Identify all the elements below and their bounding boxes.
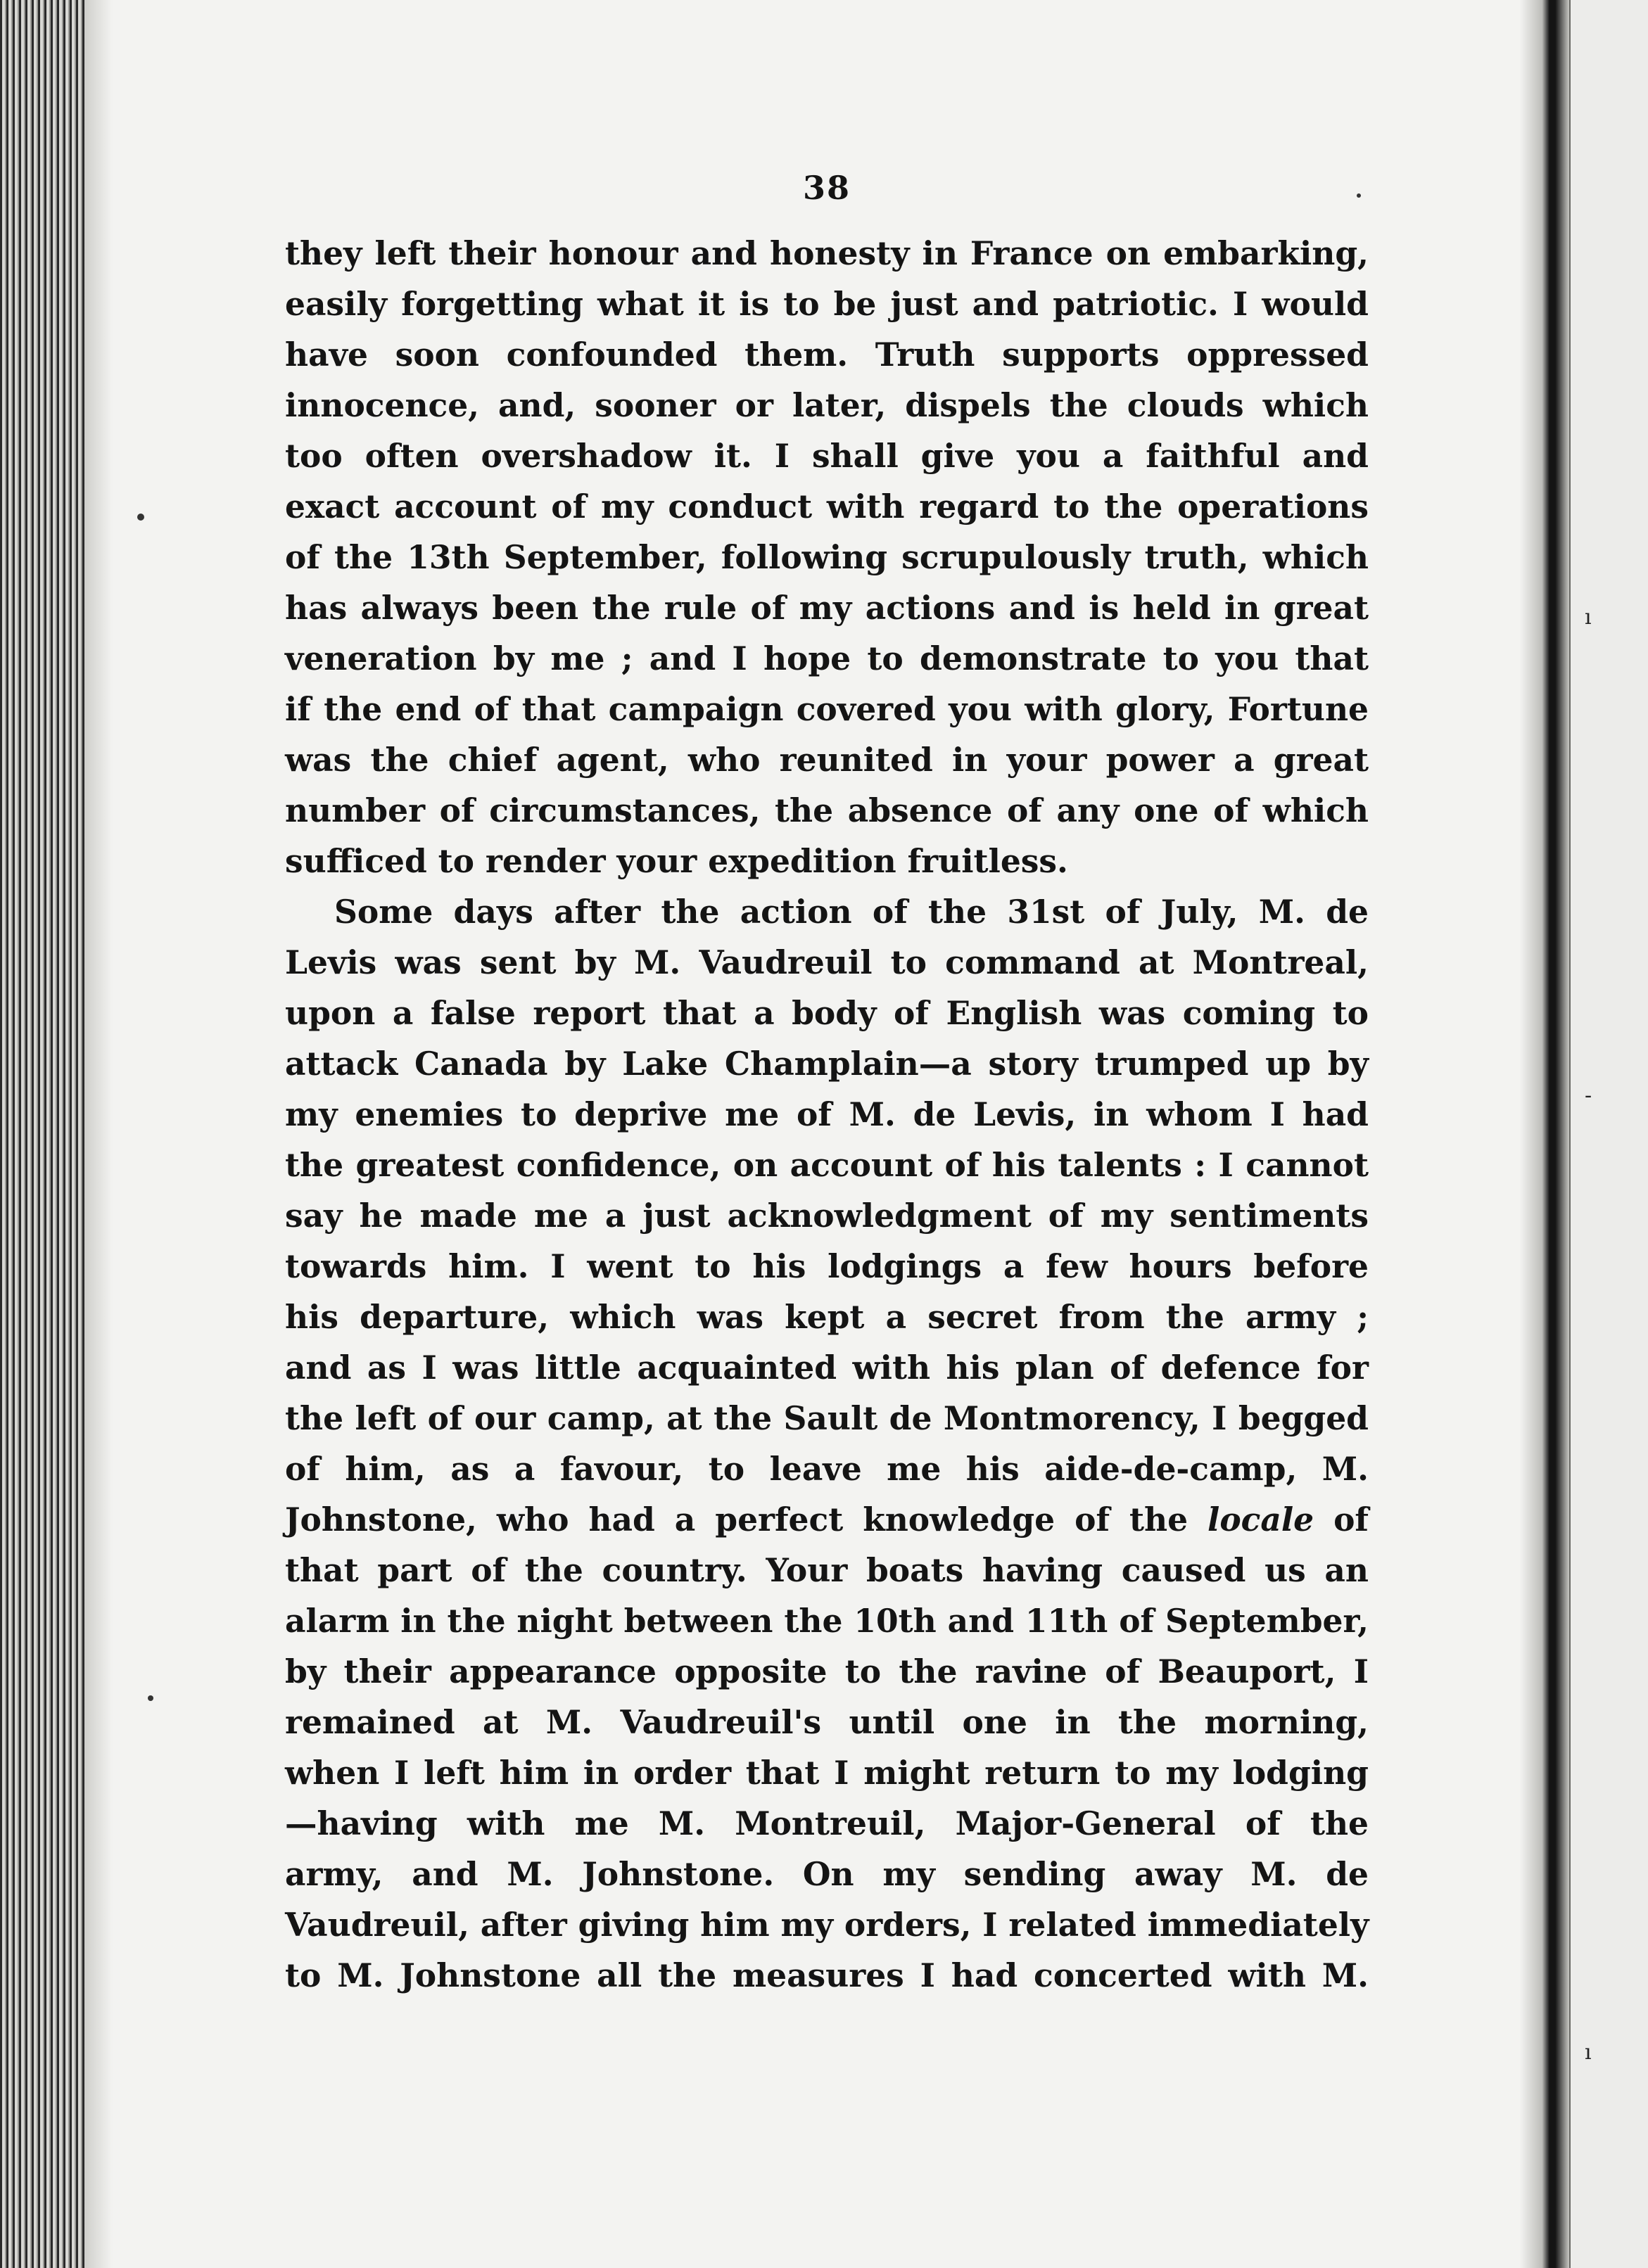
text-line: of the 13th September, following scrupulously truth, which	[285, 538, 1369, 576]
dust-speck	[148, 1695, 153, 1701]
text-line: Vaudreuil, after giving him my orders, I related immediately	[285, 1906, 1369, 1944]
text-line: when I left him in order that I might return to my lodging	[285, 1754, 1369, 1792]
text-line: Some days after the action of the 31st of July, M. de	[334, 893, 1369, 931]
text-line: my enemies to deprive me of M. de Levis, in whom I had	[285, 1095, 1369, 1133]
text-line: too often overshadow it. I shall give you a faithful and	[285, 437, 1369, 475]
text-line: has always been the rule of my actions and is held in great	[285, 589, 1369, 627]
text-line: —having with me M. Montreuil, Major-General of the	[285, 1804, 1369, 1842]
text-line: the greatest confidence, on account of his talents : I cannot	[285, 1146, 1369, 1184]
facing-page-mark: ı	[1585, 605, 1592, 630]
text-line: veneration by me ; and I hope to demonstrate to you that	[285, 639, 1369, 677]
body-text	[285, 228, 1369, 2001]
text-line: army, and M. Johnstone. On my sending away M. de	[285, 1855, 1369, 1893]
page-shadow	[84, 0, 113, 2268]
text-line: Johnstone, who had a perfect knowledge of the locale of	[285, 1501, 1369, 1538]
text-line: alarm in the night between the 10th and 11th of September,	[285, 1602, 1369, 1640]
text-line: they left their honour and honesty in France on embarking,	[285, 234, 1369, 272]
book-gutter	[1520, 0, 1569, 2268]
text-line: innocence, and, sooner or later, dispels the clouds which	[285, 386, 1369, 424]
text-line: that part of the country. Your boats having caused us an	[285, 1551, 1369, 1589]
facing-page-strip	[1569, 0, 1648, 2268]
text-line: and as I was little acquainted with his plan of defence for	[285, 1349, 1369, 1387]
book-edge-left	[0, 0, 84, 2268]
text-line: number of circumstances, the absence of any one of which	[285, 791, 1369, 829]
text-line: was the chief agent, who reunited in your power a great	[285, 741, 1369, 779]
text-line: his departure, which was kept a secret from the army ;	[285, 1298, 1369, 1336]
text-line: remained at M. Vaudreuil's until one in the morning,	[285, 1703, 1369, 1741]
text-line: towards him. I went to his lodgings a few hours before	[285, 1247, 1369, 1285]
text-line: of him, as a favour, to leave me his aide-de-camp, M.	[285, 1450, 1369, 1488]
page-content	[285, 169, 1369, 2001]
text-line: if the end of that campaign covered you with glory, Fortune	[285, 690, 1369, 728]
text-line: have soon confounded them. Truth supports oppressed	[285, 336, 1369, 374]
text-line: easily forgetting what it is to be just and patriotic. I would	[285, 285, 1369, 323]
text-line: attack Canada by Lake Champlain—a story trumped up by	[285, 1045, 1369, 1083]
text-line: upon a false report that a body of English was coming to	[285, 994, 1369, 1032]
text-line: say he made me a just acknowledgment of my sentiments	[285, 1197, 1369, 1235]
dust-speck	[137, 514, 144, 521]
facing-page-mark: -	[1585, 1083, 1592, 1108]
text-line: sufficed to render your expedition fruitless.	[285, 842, 1068, 880]
text-line: Levis was sent by M. Vaudreuil to command at Montreal,	[285, 943, 1369, 981]
text-line: exact account of my conduct with regard to the operations	[285, 488, 1369, 525]
facing-page-mark: ı	[1585, 2040, 1592, 2065]
page-number: 38	[802, 169, 851, 207]
text-line: the left of our camp, at the Sault de Montmorency, I begged	[285, 1399, 1369, 1437]
text-line: to M. Johnstone all the measures I had concerted with M.	[285, 1956, 1369, 1994]
text-line: by their appearance opposite to the ravine of Beauport, I	[285, 1652, 1369, 1690]
